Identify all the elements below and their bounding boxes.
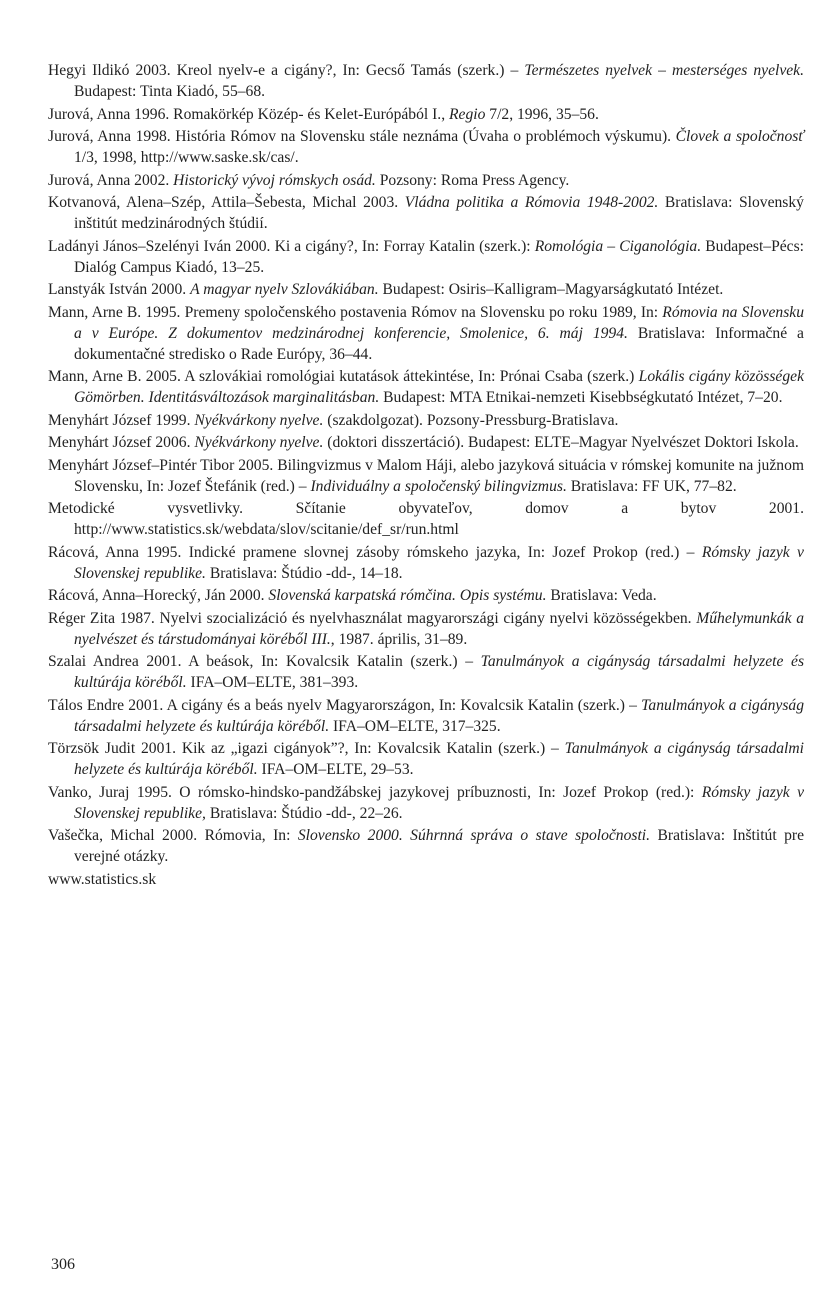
reference-text: Kotvanová, Alena–Szép, Attila–Šebesta, Michal 2003. bbox=[48, 194, 405, 211]
reference-entry bbox=[48, 608, 804, 650]
reference-text: Réger Zita 1987. Nyelvi szocializáció és nyelvhasználat magyarországi cigány nyelvi közösségekben. bbox=[48, 609, 697, 627]
reference-text: Törzsök Judit 2001. Kik az „igazi cigányok”?, In: Kovalcsik Katalin (szerk.) – bbox=[48, 740, 565, 757]
reference-entry bbox=[48, 869, 804, 890]
reference-text: Bratislava: Informačné a dokumentačné stredisko o Rade Európy, 36–44. bbox=[74, 324, 804, 363]
reference-entry bbox=[48, 738, 804, 780]
reference-title: Človek a spoločnosť bbox=[675, 128, 805, 145]
reference-text: Bratislava: Inštitút pre verejné otázky. bbox=[74, 827, 805, 865]
reference-entry bbox=[48, 455, 804, 497]
reference-text: Hegyi Ildikó 2003. Kreol nyelv-e a cigány?, In: Gecső Tamás (szerk.) – bbox=[48, 62, 525, 79]
reference-text: Vašečka, Michal 2000. Rómovia, In: bbox=[48, 827, 298, 844]
reference-text: Budapest–Pécs: Dialóg Campus Kiadó, 13–25. bbox=[74, 237, 805, 276]
reference-title: Rómsky jazyk v Slovenskej republike, bbox=[74, 783, 804, 822]
reference-text: Lanstyák István 2000. bbox=[48, 281, 191, 298]
reference-text: Mann, Arne B. 1995. Premeny spoločenského postavenia Rómov na Slovensku po roku 1989, In: bbox=[48, 303, 663, 321]
reference-title: Lokális cigány közösségek Gömörben. Identitásváltozások marginalitásban. bbox=[74, 368, 804, 406]
reference-text: Bratislava: FF UK, 77–82. bbox=[566, 477, 737, 495]
reference-title: Tanulmányok a cigányság társadalmi helyzete és kultúrája köréből. bbox=[74, 653, 805, 691]
reference-title: Természetes nyelvek – mesterséges nyelvek. bbox=[524, 62, 805, 79]
reference-text: Budapest: Tinta Kiadó, 55–68. bbox=[74, 83, 266, 100]
reference-entry bbox=[48, 236, 804, 278]
reference-entry bbox=[48, 366, 804, 408]
reference-text: Budapest: Osiris–Kalligram–Magyarságkutató Intézet. bbox=[378, 281, 724, 298]
reference-title: Nyékvárkony nyelve. bbox=[194, 434, 324, 451]
reference-list bbox=[48, 60, 804, 891]
reference-entry bbox=[48, 60, 804, 102]
reference-text: Bratislava: Štúdio -dd-, 22–26. bbox=[205, 804, 403, 822]
reference-text: IFA–OM–ELTE, 317–325. bbox=[329, 717, 501, 735]
reference-text: IFA–OM–ELTE, 381–393. bbox=[186, 674, 359, 691]
reference-entry bbox=[48, 126, 804, 168]
reference-text: Mann, Arne B. 2005. A szlovákiai romológiai kutatások áttekintése, In: Prónai Csaba (szerk.) bbox=[48, 368, 639, 385]
reference-text: , 1987. április, 31–89. bbox=[330, 630, 468, 648]
reference-entry bbox=[48, 192, 804, 234]
reference-title: Tanulmányok a cigányság társadalmi helyzete és kultúrája köréből. bbox=[74, 696, 804, 735]
reference-title: Historický vývoj rómskych osád. bbox=[173, 171, 376, 189]
reference-text: Tálos Endre 2001. A cigány és a beás nyelv Magyarországon, In: Kovalcsik Katalin (szerk.) – bbox=[48, 696, 642, 714]
reference-title: Rómovia na Slovensku a v Európe. Z dokumentov medzinárodnej konferencie, Smolenice, 6. máj 1994. bbox=[74, 303, 804, 342]
reference-title: Regio bbox=[449, 105, 486, 123]
reference-entry bbox=[48, 104, 804, 125]
reference-entry bbox=[48, 825, 804, 867]
reference-text: (doktori disszertáció). Budapest: ELTE–Magyar Nyelvészet Doktori Iskola. bbox=[323, 434, 799, 451]
reference-entry bbox=[48, 651, 804, 693]
reference-title: Műhelymunkák a nyelvészet és társtudományai köréből III. bbox=[74, 609, 804, 648]
reference-text: Menyhárt József 1999. bbox=[48, 411, 195, 429]
reference-text: Szalai Andrea 2001. A beások, In: Kovalcsik Katalin (szerk.) – bbox=[48, 653, 481, 670]
reference-text: Jurová, Anna 1996. Romakörkép Közép- és Kelet-Európából I., bbox=[48, 105, 449, 123]
reference-text: Rácová, Anna 1995. Indické pramene slovnej zásoby rómskeho jazyka, In: Jozef Prokop (red.) – bbox=[48, 543, 702, 561]
reference-entry bbox=[48, 782, 804, 824]
reference-text: Metodické vysvetlivky. Sčítanie obyvateľov, domov a bytov 2001. http://www.statistics.sk/webdata/slov/scitanie/def_sr/run.html bbox=[48, 500, 804, 538]
reference-text: Jurová, Anna 1998. História Rómov na Slovensku stále neznáma (Úvaha o problémoch výskumu). bbox=[48, 128, 676, 145]
reference-title: Nyékvárkony nyelve. bbox=[194, 411, 324, 429]
reference-text: (szakdolgozat). Pozsony-Pressburg-Bratislava. bbox=[323, 411, 619, 429]
reference-title: Rómsky jazyk v Slovenskej republike. bbox=[74, 543, 804, 582]
reference-title: Individuálny a spoločenský bilingvizmus. bbox=[310, 477, 567, 495]
reference-text: Budapest: MTA Etnikai-nemzeti Kisebbségkutató Intézet, 7–20. bbox=[379, 389, 783, 406]
reference-text: Bratislava: Štúdio -dd-, 14–18. bbox=[205, 564, 403, 582]
reference-text: Rácová, Anna–Horecký, Ján 2000. bbox=[48, 587, 269, 604]
reference-text: Ladányi János–Szelényi Iván 2000. Ki a cigány?, In: Forray Katalin (szerk.): bbox=[48, 237, 535, 255]
reference-entry bbox=[48, 695, 804, 737]
page-number: 306 bbox=[51, 1256, 75, 1273]
reference-entry bbox=[48, 432, 804, 453]
reference-entry bbox=[48, 170, 804, 191]
reference-title: Romológia – Ciganológia. bbox=[534, 237, 702, 255]
reference-text: Bratislava: Slovenský inštitút medzinárodných štúdií. bbox=[74, 194, 804, 232]
reference-title: A magyar nyelv Szlovákiában. bbox=[190, 281, 379, 298]
reference-text: Bratislava: Veda. bbox=[546, 587, 657, 604]
reference-text: 7/2, 1996, 35–56. bbox=[485, 105, 599, 123]
reference-entry bbox=[48, 302, 804, 365]
reference-title: Slovenská karpatská rómčina. Opis systému. bbox=[268, 587, 547, 604]
reference-entry bbox=[48, 542, 804, 584]
reference-text: Menyhárt József 2006. bbox=[48, 434, 195, 451]
reference-entry bbox=[48, 410, 804, 431]
reference-text: 1/3, 1998, http://www.saske.sk/cas/. bbox=[74, 149, 299, 166]
reference-text: Vanko, Juraj 1995. O rómsko-hindsko-pandžábskej jazykovej príbuznosti, In: Jozef Prokop (red.): bbox=[48, 783, 702, 801]
reference-title: Vládna politika a Rómovia 1948-2002. bbox=[404, 194, 659, 211]
reference-text: Menyhárt József–Pintér Tibor 2005. Bilingvizmus v Malom Háji, alebo jazyková situácia v rómskej komunite na južnom Slovensku, In: Jozef Štefánik (red.) – bbox=[48, 456, 804, 495]
reference-text: Jurová, Anna 2002. bbox=[48, 171, 174, 189]
reference-entry bbox=[48, 279, 804, 300]
reference-title: Slovensko 2000. Súhrnná správa o stave spoločnosti. bbox=[297, 827, 651, 844]
reference-entry bbox=[48, 585, 804, 606]
reference-text: www.statistics.sk bbox=[48, 870, 157, 888]
reference-entry bbox=[48, 498, 804, 540]
reference-title: Tanulmányok a cigányság társadalmi helyzete és kultúrája köréből. bbox=[74, 740, 804, 778]
reference-text: Pozsony: Roma Press Agency. bbox=[375, 171, 570, 189]
reference-text: IFA–OM–ELTE, 29–53. bbox=[257, 761, 414, 778]
